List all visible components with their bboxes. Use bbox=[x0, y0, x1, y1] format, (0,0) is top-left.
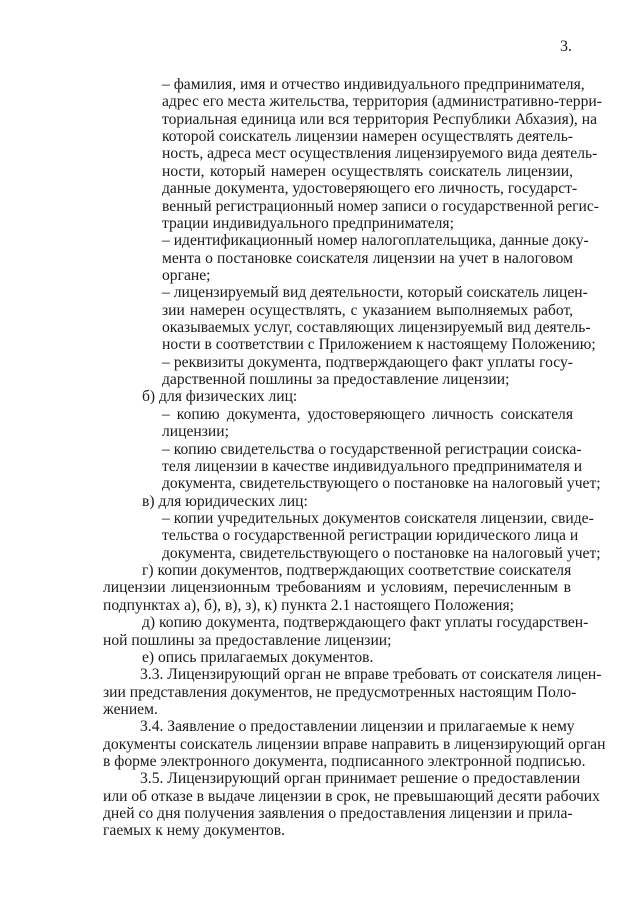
text-line: которой соискатель лицензии намерен осуществлять деятель- bbox=[162, 128, 573, 146]
text-line: данные документа, удостоверяющего его личность, государст- bbox=[162, 180, 578, 198]
text-line: в форме электронного документа, подписанного электронной подписью. bbox=[103, 753, 586, 771]
page-number: 3. bbox=[560, 38, 572, 55]
section-paragraph bbox=[0, 666, 640, 718]
text-line: ности в соответствии с Приложением к настоящему Положению; bbox=[162, 336, 596, 354]
text-line: лицензии; bbox=[162, 423, 229, 441]
text-line: в) для юридических лиц: bbox=[142, 492, 308, 510]
text-line: документы соискатель лицензии вправе направить в лицензирующий орган bbox=[103, 735, 606, 753]
text-line: теля лицензии в качестве индивидуального предпринимателя и bbox=[162, 457, 583, 475]
list-item bbox=[0, 649, 640, 666]
text-line: подпунктах а), б), в), з), к) пункта 2.1 настоящего Положения; bbox=[103, 596, 515, 614]
list-label bbox=[0, 388, 640, 405]
text-line: зии намерен осуществлять, с указанием выполняемых работ, bbox=[162, 301, 573, 319]
list-item bbox=[0, 441, 640, 493]
text-line: оказываемых услуг, составляющих лицензируемый вид деятель- bbox=[162, 319, 591, 337]
list-item bbox=[0, 232, 640, 284]
text-line: ности, который намерен осуществлять соискатель лицензии, bbox=[162, 162, 573, 180]
text-line: – копию свидетельства о государственной регистрации соиска- bbox=[162, 440, 582, 458]
text-line: – копии учредительных документов соискателя лицензии, свиде- bbox=[162, 509, 594, 527]
text-line: – идентификационный номер налогоплательщика, данные доку- bbox=[162, 232, 589, 250]
text-line: 3.5. Лицензирующий орган принимает решение о предоставлении bbox=[140, 770, 581, 788]
text-line: дней со дня получения заявления о предоставления лицензии и прила- bbox=[103, 805, 573, 823]
text-line: или об отказе в выдаче лицензии в срок, не превышающий десяти рабочих bbox=[103, 787, 600, 805]
text-line: документа, свидетельствующего о постановке на налоговый учет; bbox=[162, 475, 601, 493]
text-line: органе; bbox=[162, 266, 211, 284]
text-line: 3.3. Лицензирующий орган не вправе требовать от соискателя лицен- bbox=[140, 666, 602, 684]
text-line: документа, свидетельствующего о постановке на налоговый учет; bbox=[162, 544, 601, 562]
text-line: ность, адреса мест осуществления лицензируемого вида деятель- bbox=[162, 145, 598, 163]
text-line: – копию документа, удостоверяющего личность соискателя bbox=[162, 405, 573, 423]
list-label bbox=[0, 493, 640, 510]
text-line: г) копии документов, подтверждающих соответствие соискателя bbox=[142, 562, 572, 580]
text-line: ториальная единица или вся территория Республики Абхазия), на bbox=[162, 110, 597, 128]
section-paragraph bbox=[0, 718, 640, 770]
list-item bbox=[0, 76, 640, 232]
text-line: мента о постановке соискателя лицензии на учет в налоговом bbox=[162, 249, 573, 267]
list-item bbox=[0, 354, 640, 389]
text-line: б) для физических лиц: bbox=[142, 388, 298, 406]
text-line: лицензии лицензионным требованиям и условиям, перечисленным в bbox=[103, 579, 571, 597]
list-item bbox=[0, 406, 640, 441]
list-item bbox=[0, 284, 640, 353]
list-item bbox=[0, 510, 640, 562]
text-line: тельства о государственной регистрации юридического лица и bbox=[162, 527, 579, 545]
text-line: 3.4. Заявление о предоставлении лицензии и прилагаемые к нему bbox=[140, 718, 575, 736]
document-body bbox=[0, 76, 640, 840]
text-line: – лицензируемый вид деятельности, который соискатель лицен- bbox=[162, 284, 588, 302]
text-line: гаемых к нему документов. bbox=[103, 822, 286, 840]
list-item bbox=[0, 614, 640, 649]
text-line: адрес его места жительства, территория (административно-терри- bbox=[162, 93, 602, 111]
text-line: венный регистрационный номер записи о государственной регис- bbox=[162, 197, 599, 215]
text-line: жением. bbox=[103, 700, 158, 718]
text-line: трации индивидуального предпринимателя; bbox=[162, 214, 454, 232]
text-line: дарственной пошлины за предоставление лицензии; bbox=[162, 371, 510, 389]
text-line: – фамилия, имя и отчество индивидуального предпринимателя, bbox=[162, 76, 585, 93]
section-paragraph bbox=[0, 770, 640, 839]
text-line: ной пошлины за предоставление лицензии; bbox=[103, 631, 392, 649]
text-line: зии представления документов, не предусмотренных настоящим Поло- bbox=[103, 683, 577, 701]
text-line: – реквизиты документа, подтверждающего факт уплаты госу- bbox=[162, 353, 573, 371]
text-line: е) опись прилагаемых документов. bbox=[142, 648, 374, 666]
list-item bbox=[0, 562, 640, 614]
text-line: д) копию документа, подтверждающего факт уплаты государствен- bbox=[142, 614, 589, 632]
